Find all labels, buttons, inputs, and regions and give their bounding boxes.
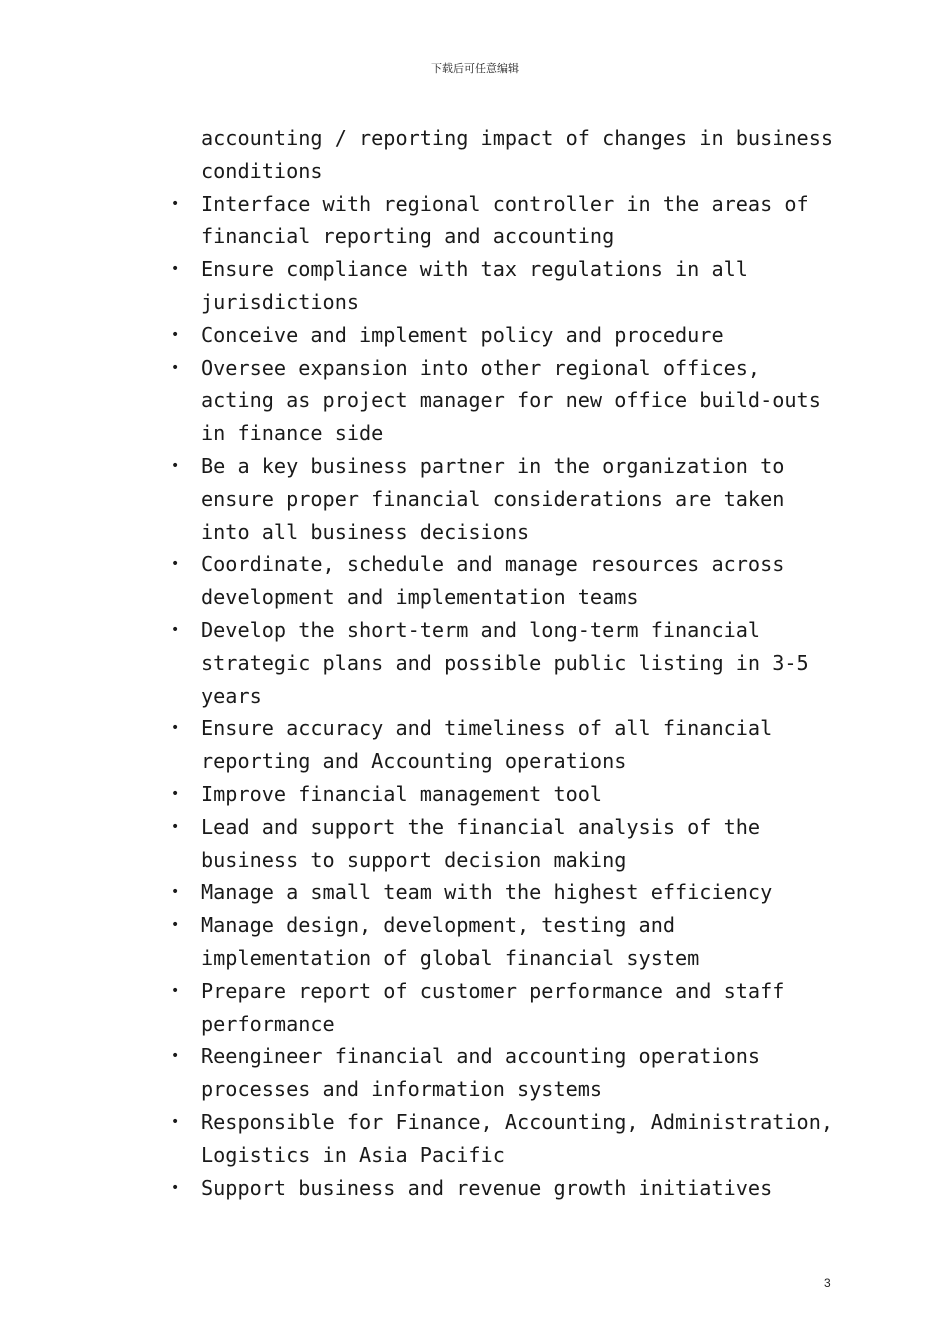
list-item-text: Interface with regional controller in the areas of financial reporting and accounting: [201, 191, 809, 249]
list-item: [171, 975, 841, 1041]
list-item-text: Reengineer financial and accounting operations processes and information systems: [201, 1044, 761, 1102]
bullet-icon: •: [171, 785, 180, 802]
bullet-icon: •: [171, 818, 180, 835]
list-item: [171, 614, 841, 712]
document-body: [171, 122, 846, 1204]
list-item: [171, 450, 841, 548]
bullet-icon: •: [171, 1048, 180, 1065]
list-item: [171, 253, 841, 319]
list-item-text: Prepare report of customer performance and staff performance: [201, 978, 785, 1036]
list-item: [171, 352, 841, 450]
continuation-paragraph: accounting / reporting impact of changes in business conditions: [201, 126, 846, 183]
list-item-text: Ensure compliance with tax regulations in all jurisdictions: [201, 257, 748, 314]
bullet-icon: •: [171, 326, 180, 343]
list-item: [171, 811, 841, 877]
list-item-text: Conceive and implement policy and procedure: [201, 322, 724, 347]
bullet-icon: •: [171, 261, 180, 278]
list-item-text: Coordinate, schedule and manage resources across development and implementation teams: [201, 552, 785, 610]
bullet-icon: •: [171, 556, 180, 573]
list-item: [171, 712, 841, 778]
responsibilities-list: [171, 188, 841, 1205]
list-item: [171, 548, 841, 614]
list-item-text: Responsible for Finance, Accounting, Administration, Logistics in Asia Pacific: [201, 1109, 834, 1167]
list-item: [171, 778, 841, 811]
bullet-icon: •: [171, 917, 180, 934]
list-item: [171, 876, 841, 909]
list-item-text: Manage a small team with the highest efficiency: [201, 880, 773, 905]
bullet-icon: •: [171, 884, 180, 901]
page-number: 3: [824, 1276, 831, 1290]
list-item-text: Manage design, development, testing and implementation of global financial system: [201, 913, 700, 970]
list-item: [171, 909, 841, 975]
list-item-text: Develop the short-term and long-term financial strategic plans and possible public listing in 3-5 years: [201, 617, 809, 708]
list-item-text: Lead and support the financial analysis of the business to support decision making: [201, 814, 761, 872]
bullet-icon: •: [171, 457, 180, 474]
list-item-text: Improve financial management tool: [201, 781, 603, 806]
list-item-text: Be a key business partner in the organization to ensure proper financial considerations are taken into all business decisions: [201, 453, 785, 544]
bullet-icon: •: [171, 621, 180, 638]
bullet-icon: •: [171, 1113, 180, 1130]
list-item-text: Oversee expansion into other regional offices, acting as project manager for new office build-outs in finance side: [201, 355, 821, 446]
list-item: [171, 319, 841, 352]
list-item-text: Ensure accuracy and timeliness of all financial reporting and Accounting operations: [201, 716, 773, 774]
bullet-icon: •: [171, 1179, 180, 1196]
bullet-icon: •: [171, 720, 180, 737]
bullet-icon: •: [171, 359, 180, 376]
list-item: [171, 1040, 841, 1106]
list-item: [171, 188, 841, 254]
bullet-icon: •: [171, 982, 180, 999]
bullet-icon: •: [171, 195, 180, 212]
list-item: [171, 1172, 841, 1205]
list-item: [171, 1106, 841, 1172]
list-item-text: Support business and revenue growth initiatives: [201, 1175, 773, 1200]
header-note: 下载后可任意编辑: [431, 62, 519, 75]
